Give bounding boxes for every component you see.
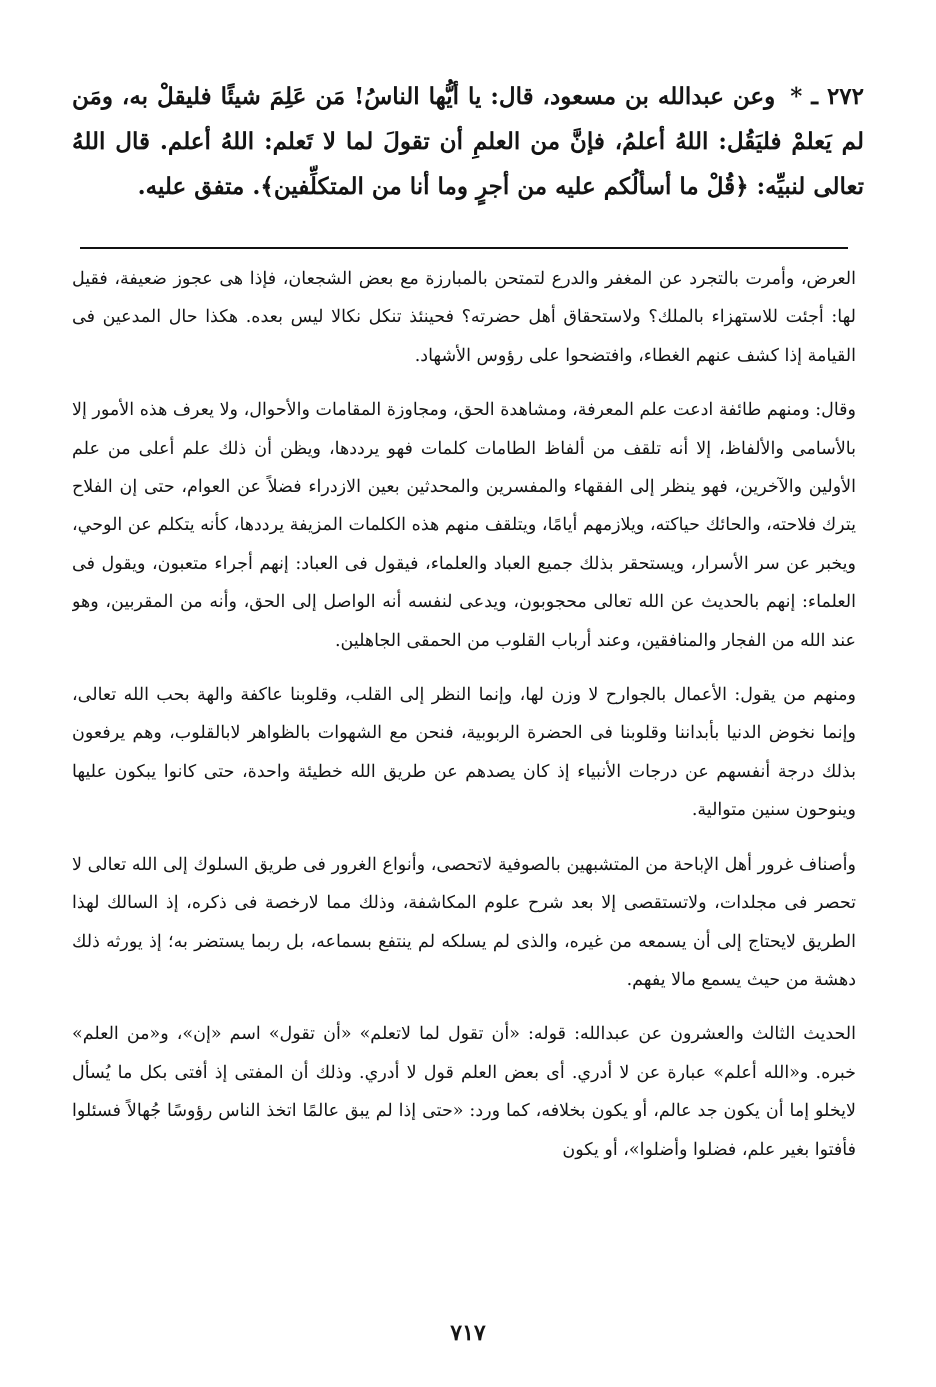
commentary-block	[72, 260, 856, 1310]
footnote-divider	[80, 247, 848, 249]
commentary-paragraph: العرض، وأمرت بالتجرد عن المغفر والدرع لتمتحن بالمبارزة مع بعض الشجعان، فإذا هى عجوز ضعيفة، فقيل لها: أجئت للاستهزاء بالملك؟ ولاستحقاق أهل حضرته؟ فحينئذ تنكل نكالا ليس بعده. هكذا حال المدعين فى القيامة إذا كشف عنهم الغطاء، وافتضحوا على رؤوس الأشهاد.	[72, 269, 856, 366]
commentary-paragraph: وأصناف غرور أهل الإباحة من المتشبهين بالصوفية لاتحصى، وأنواع الغرور فى طريق السلوك إلى الله تعالى لا تحصر فى مجلدات، ولاتستقصى إلا بعد شرح علوم المكاشفة، وذلك مما لارخصة فى ذكره، إذ السالك لهذا الطريق لايحتاج إلى أن يسمعه من غيره، والذى لم يسلكه لم ينتفع بسماعه، بل ربما يستضر به؛ إذ يورثه ذلك دهشة من حيث يسمع مالا يفهم.	[72, 854, 856, 990]
hadith-text-block	[72, 74, 864, 224]
commentary-paragraph: الحديث الثالث والعشرون عن عبدالله: قوله: «أن تقول لما لاتعلم» «أن تقول» اسم «إن»، و«من العلم» خبره. و«الله أعلم» عبارة عن لا أدري. أى بعض العلم قول لا أدري. وذلك أن المفتى إذ أفتى بكل ما يُسأل لايخلو إما أن يكون جد عالم، أو يكون بخلافه، كما ورد: «حتى إذا لم يبق عالمًا اتخذ الناس رؤوسًا جُهالاً فسئلوا فأفتوا بغير علم، فضلوا وأضلوا»، أو يكون	[72, 1024, 856, 1160]
hadith-number: ٢٧٢ ـ *	[790, 83, 864, 110]
commentary-paragraph: ومنهم من يقول: الأعمال بالجوارح لا وزن لها، وإنما النظر إلى القلب، وقلوبنا عاكفة والهة بحب الله تعالى، وإنما نخوض الدنيا بأبداننا وقلوبنا فى الحضرة الربوبية، فنحن مع الشهوات بالظواهر لابالقلوب، وهم يرفعون بذلك درجة أنفسهم عن درجات الأنبياء إذ كان يصدهم عن طريق الله خطيئة واحدة، حتى كانوا يبكون عليها وينوحون سنين متوالية.	[72, 685, 856, 821]
page-number: ٧١٧	[450, 1320, 486, 1346]
hadith-body: وعن عبدالله بن مسعود، قال: يا أيُّها الناسُ! مَن عَلِمَ شيئًا فليقلْ به، ومَن لم يَعلمْ فليَقُل: اللهُ أعلمُ، فإنَّ من العلمِ أن تقولَ لما لا تَعلم: اللهُ أعلم. قال اللهُ تعالى لنبيِّه: ﴿قُلْ ما أسألُكم عليه من أجرٍ وما أنا من المتكلِّفين﴾. متفق عليه.	[72, 83, 864, 200]
commentary-paragraph: وقال: ومنهم طائفة ادعت علم المعرفة، ومشاهدة الحق، ومجاوزة المقامات والأحوال، ولا يعرف هذه الأمور إلا بالأسامى والألفاظ، إلا أنه تلقف من ألفاظ الطامات كلمات فهو يرددها، ويظن أن ذلك علم أعلى من علم الأولين والآخرين، فهو ينظر إلى الفقهاء والمفسرين والمحدثين بعين الازدراء فضلاً عن العوام، حتى إن الفلاح يترك فلاحته، والحائك حياكته، ويلازمهم أيامًا، ويتلقف منهم هذه الكلمات المزيفة يرددها، كأنه يتكلم عن الوحي، ويخبر عن سر الأسرار، ويستحقر بذلك جميع العباد والعلماء، فيقول فى العباد: إنهم أجراء متعبون، ويقول فى العلماء: إنهم بالحديث عن الله تعالى محجوبون، ويدعى لنفسه أنه الواصل إلى الحق، وأنه من المقربين، وهو عند الله من الفجار والمنافقين، وعند أرباب القلوب من الحمقى الجاهلين.	[72, 400, 856, 651]
